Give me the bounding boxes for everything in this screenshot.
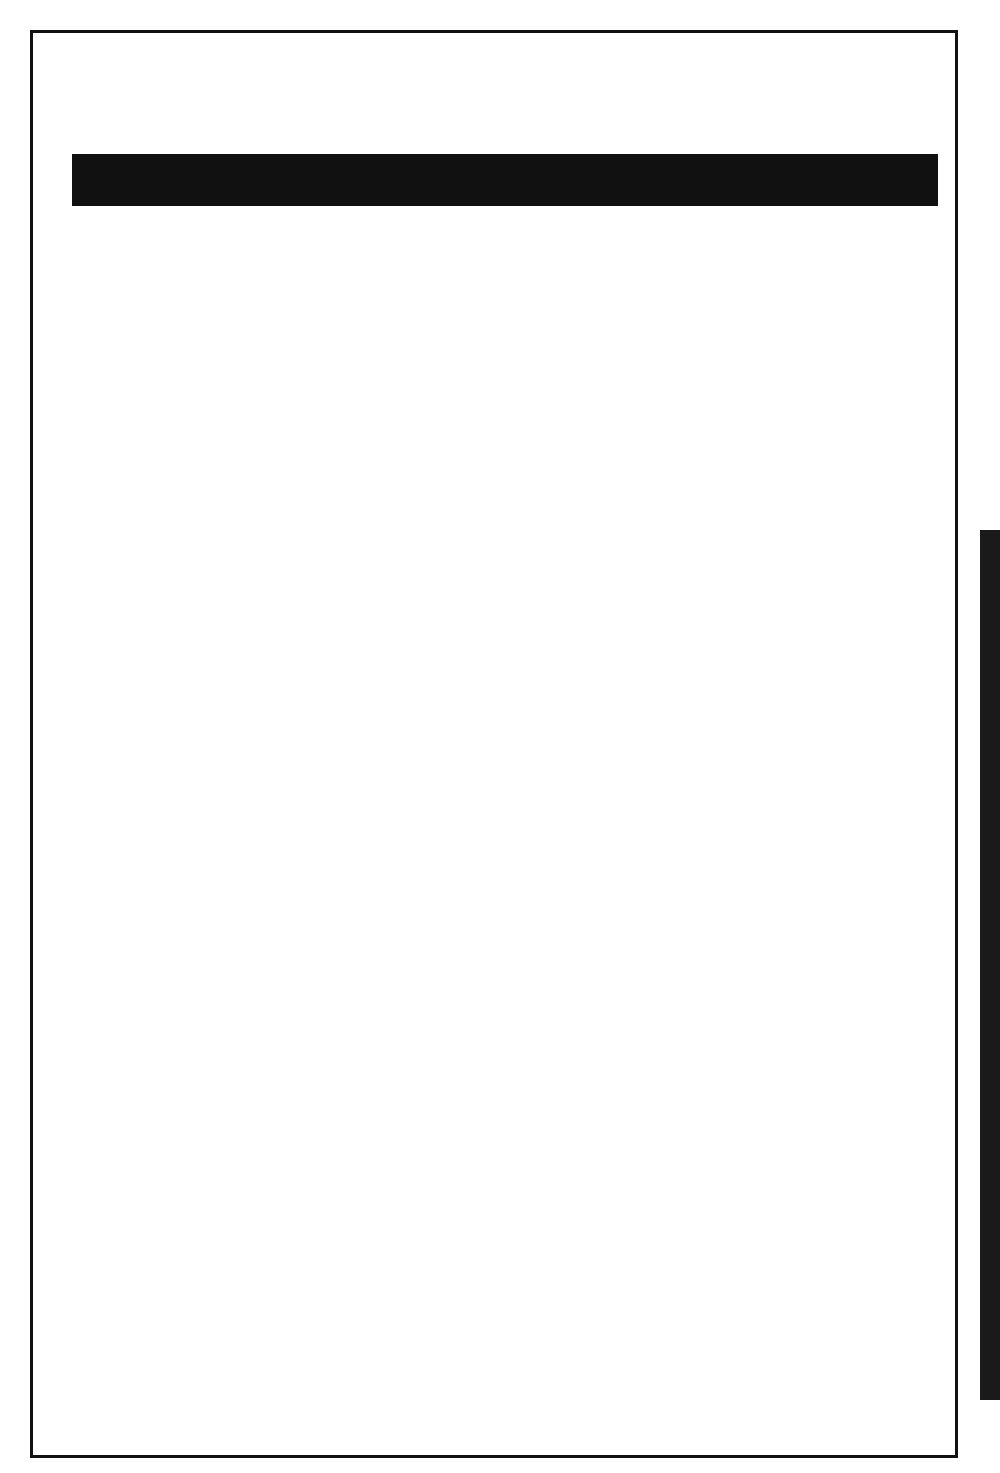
dotted-top-border [0, 0, 1000, 22]
announcement-banner [72, 154, 938, 206]
newspaper-footer [610, 1402, 920, 1406]
side-page-edge [980, 530, 1000, 1400]
announcement-frame [30, 30, 958, 1458]
